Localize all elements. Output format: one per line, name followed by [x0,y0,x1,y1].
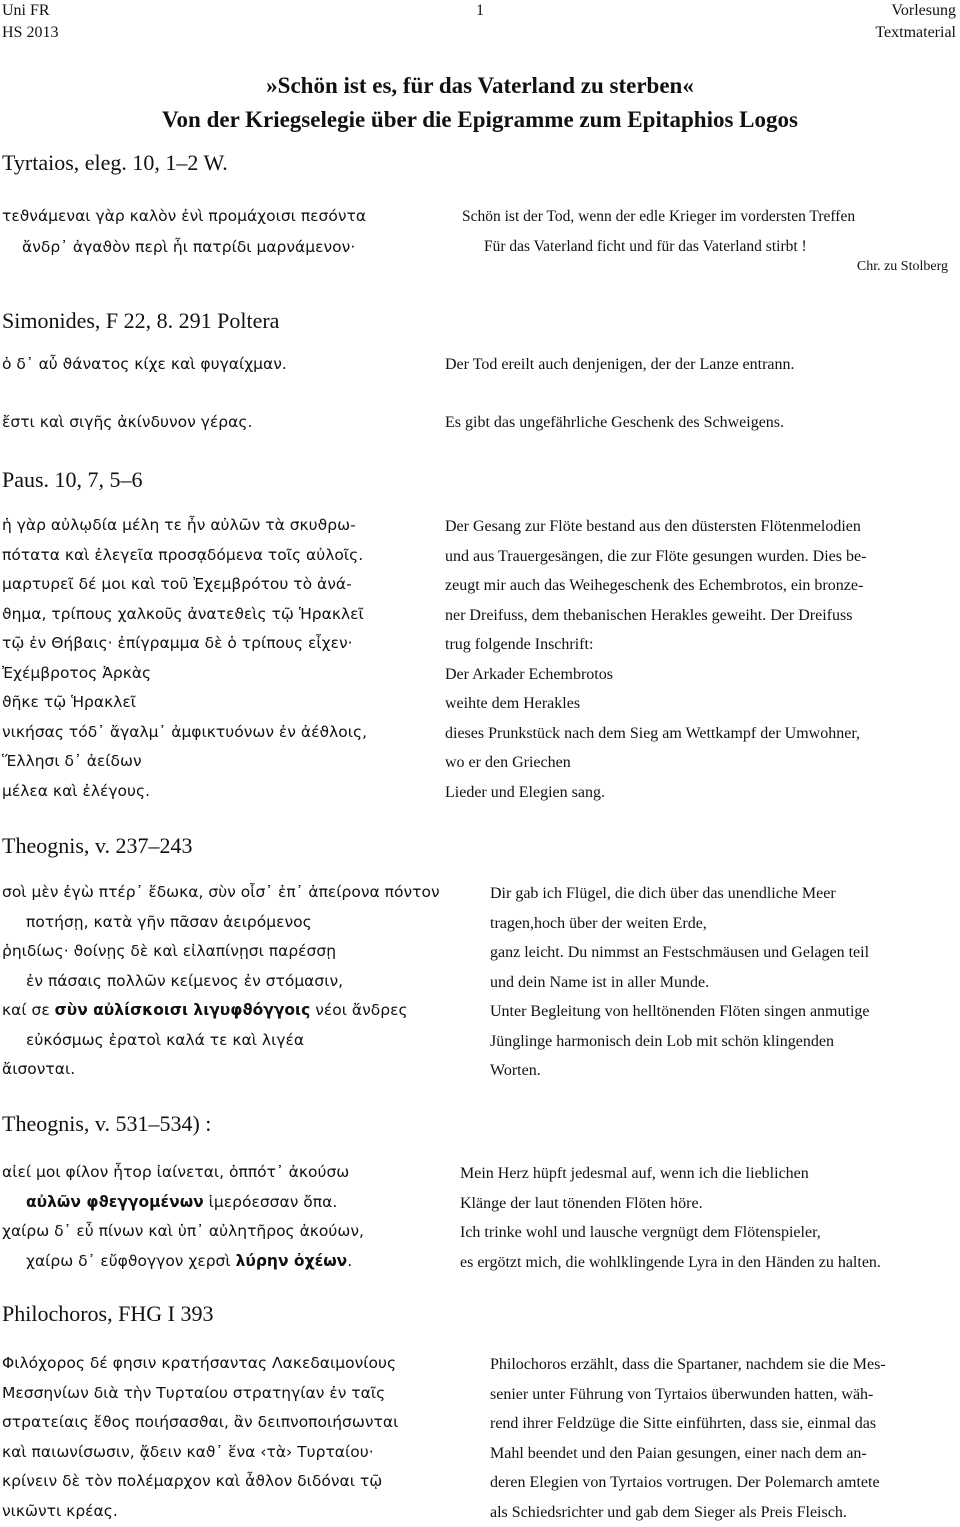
section-heading-tyrtaios: Tyrtaios, eleg. 10, 1–2 W. [2,149,228,177]
german-line: Dir gab ich Flügel, die dich über das unendliche Meer [490,879,869,909]
german-line: Philochoros erzählt, dass die Spartaner, nachdem sie die Mes- [490,1350,886,1380]
german-line: ganz leicht. Du nimmst an Festschmäusen und Gelagen teil [490,938,869,968]
german-line: Der Arkader Echembrotos [445,660,866,690]
section-heading-theognis-531: Theognis, v. 531–534) : [2,1110,211,1138]
greek-text-theognis-237 [2,878,440,1085]
section-heading-simonides: Simonides, F 22, 8. 291 Poltera [2,307,279,335]
greek-line: Μεσσηνίων διὰ τὴν Τυρταίου στρατηγίαν ἐν ταῖς [2,1379,398,1409]
header-right [875,0,956,44]
greek-line: ϑῆκε τῷ Ἡρακλεῖ [2,688,367,718]
greek-line: Ἕλλησι δ᾽ ἀείδων [2,747,367,777]
greek-line: μαρτυρεῖ δέ μοι καὶ τοῦ Ἐχεμβρότου τὸ ἀνά- [2,570,367,600]
section-heading-philochoros: Philochoros, FHG I 393 [2,1300,213,1328]
greek-line: χαίρω δ᾽ εὖ πίνων καὶ ὑπ᾽ αὐλητῆρος ἀκούων, [2,1217,364,1247]
german-line: Für das Vaterland ficht und für das Vaterland stirbt ! [462,232,855,262]
german-line: senier unter Führung von Tyrtaios überwunden hatten, wäh- [490,1380,886,1410]
greek-line: νικῶντι κρέας. [2,1497,398,1527]
german-line: Klänge der laut tönenden Flöten höre. [460,1189,881,1219]
german-line: und aus Trauergesängen, die zur Flöte gesungen wurden. Dies be- [445,542,866,572]
greek-line: μέλεα καὶ ἐλέγους. [2,777,367,807]
german-line: Mahl beendet und den Paian gesungen, einer nach dem an- [490,1439,886,1469]
header-course-type: Vorlesung [875,0,956,22]
greek-line: καὶ παιωνίσωσιν, ᾄδειν καϑ᾽ ἕνα ‹τὰ› Τυρταίου· [2,1438,398,1468]
header-material: Textmaterial [875,22,956,44]
greek-line: νικήσας τόδ᾽ ἄγαλμ᾽ ἀμφικτυόνων ἐν ἀέϑλοις, [2,718,367,748]
greek-line: στρατείαις ἔϑος ποιήσασϑαι, ἂν δειπνοποιήσωνται [2,1408,398,1438]
greek-emphasis: λύρην ὀχέων [236,1252,348,1270]
greek-line [2,1247,364,1277]
german-line: Lieder und Elegien sang. [445,778,866,808]
greek-line: ῥηιδίως· ϑοίνῃς δὲ καὶ εἰλαπίνῃσι παρέσσῃ [2,937,440,967]
german-line: dieses Prunkstück nach dem Sieg am Wettkampf der Umwohner, [445,719,866,749]
greek-line: εὐκόσμως ἐρατοὶ καλά τε καὶ λιγέα [2,1026,440,1056]
greek-line: αἰεί μοι φίλον ἦτορ ἰαίνεται, ὁππότ᾽ ἀκούσω [2,1158,364,1188]
section-heading-theognis-237: Theognis, v. 237–243 [2,832,192,860]
greek-text: καί σε [2,1001,55,1019]
german-line: Es gibt das ungefährliche Geschenk des Schweigens. [445,414,784,432]
german-line: weihte dem Herakles [445,689,866,719]
greek-line: ϑημα, τρίπους χαλκοῦς ἀνατεϑεὶς τῷ Ἡρακλεῖ [2,600,367,630]
greek-text-pausanias [2,511,367,806]
german-line: wo er den Griechen [445,748,866,778]
greek-line: ποτήσῃ, κατὰ γῆν πᾶσαν ἀειρόμενος [2,908,440,938]
greek-line: Φιλόχορος δέ φησιν κρατήσαντας Λακεδαιμονίους [2,1349,398,1379]
german-line: tragen,hoch über der weiten Erde, [490,909,869,939]
greek-line: ἄισονται. [2,1055,440,1085]
greek-line: τεϑνάμεναι γὰρ καλὸν ἐνὶ προμάχοισι πεσόντα [2,201,366,232]
translator-credit: Chr. zu Stolberg [857,259,948,275]
greek-line: ἔστι καὶ σιγῆς ἀκίνδυνον γέρας. [2,413,252,431]
greek-line: ἐν πάσαις πολλῶν κείμενος ἐν στόμασιν, [2,967,440,997]
greek-line [2,996,440,1026]
german-translation-tyrtaios [462,202,855,262]
greek-text: νέοι ἄνδρες [310,1001,407,1019]
german-translation-theognis-531 [460,1159,881,1277]
document-title: »Schön ist es, für das Vaterland zu sterben« [0,70,960,102]
greek-line: τῷ ἐν Θήβαις· ἐπίγραμμα δὲ ὁ τρίπους εἶχεν· [2,629,367,659]
page-number: 1 [0,0,960,22]
greek-text-philochoros [2,1349,398,1526]
greek-line: σοὶ μὲν ἐγὼ πτέρ᾽ ἔδωκα, σὺν οἷσ᾽ ἐπ᾽ ἀπείρονα πόντον [2,878,440,908]
greek-text-theognis-531 [2,1158,364,1276]
german-translation-philochoros [490,1350,886,1527]
greek-line: Ἐχέμβροτος Ἀρκὰς [2,659,367,689]
german-line: rend ihrer Feldzüge die Sitte einführten, dass sie, einmal das [490,1409,886,1439]
greek-text: χαίρω δ᾽ εὔφϑογγον χερσὶ [26,1252,236,1270]
german-line: Unter Begleitung von helltönenden Flöten singen anmutige [490,997,869,1027]
german-translation-theognis-237 [490,879,869,1086]
greek-emphasis: αὐλῶν φϑεγγομένων [26,1193,204,1211]
header-semester: HS 2013 [2,22,58,44]
greek-line: ὁ δ᾽ αὖ ϑάνατος κίχε καὶ φυγαίχμαν. [2,355,287,373]
german-line: und dein Name ist in aller Munde. [490,968,869,998]
german-line: ner Dreifuss, dem thebanischen Herakles geweiht. Der Dreifuss [445,601,866,631]
german-line: Mein Herz hüpft jedesmal auf, wenn ich die lieblichen [460,1159,881,1189]
header-university: Uni FR [2,0,58,22]
german-line: Ich trinke wohl und lausche vergnügt dem Flötenspieler, [460,1218,881,1248]
greek-line [2,1188,364,1218]
greek-emphasis: σὺν αὐλίσκοισι λιγυφϑόγγοις [55,1001,311,1019]
greek-text: . [347,1252,352,1270]
greek-line: πότατα καὶ ἐλεγεῖα προσᾳδόμενα τοῖς αὐλοῖς. [2,541,367,571]
german-line: zeugt mir auch das Weihegeschenk des Echembrotos, ein bronze- [445,571,866,601]
german-line: Der Tod ereilt auch denjenigen, der der Lanze entrann. [445,356,795,374]
greek-text: ἱμερόεσσαν ὄπα. [204,1193,338,1211]
german-line: trug folgende Inschrift: [445,630,866,660]
german-line: es ergötzt mich, die wohlklingende Lyra in den Händen zu halten. [460,1248,881,1278]
german-line: deren Elegien von Tyrtaios vortrugen. Der Polemarch amtete [490,1468,886,1498]
greek-line: ἄνδρ᾽ ἀγαϑὸν περὶ ἧι πατρίδι μαρνάμενον· [2,232,366,263]
german-line: Der Gesang zur Flöte bestand aus den düstersten Flötenmelodien [445,512,866,542]
german-line: Schön ist der Tod, wenn der edle Krieger im vordersten Treffen [462,202,855,232]
document-subtitle: Von der Kriegselegie über die Epigramme zum Epitaphios Logos [0,104,960,136]
german-translation-pausanias [445,512,866,807]
german-line: als Schiedsrichter und gab dem Sieger als Preis Fleisch. [490,1498,886,1527]
section-heading-pausanias: Paus. 10, 7, 5–6 [2,466,143,494]
greek-line: κρίνειν δὲ τὸν πολέμαρχον καὶ ἆϑλον διδόναι τῷ [2,1467,398,1497]
greek-line: ἡ γὰρ αὐλῳδία μέλη τε ἦν αὐλῶν τὰ σκυϑρω- [2,511,367,541]
german-line: Worten. [490,1056,869,1086]
greek-text-tyrtaios [2,201,366,263]
german-line: Jünglinge harmonisch dein Lob mit schön klingenden [490,1027,869,1057]
